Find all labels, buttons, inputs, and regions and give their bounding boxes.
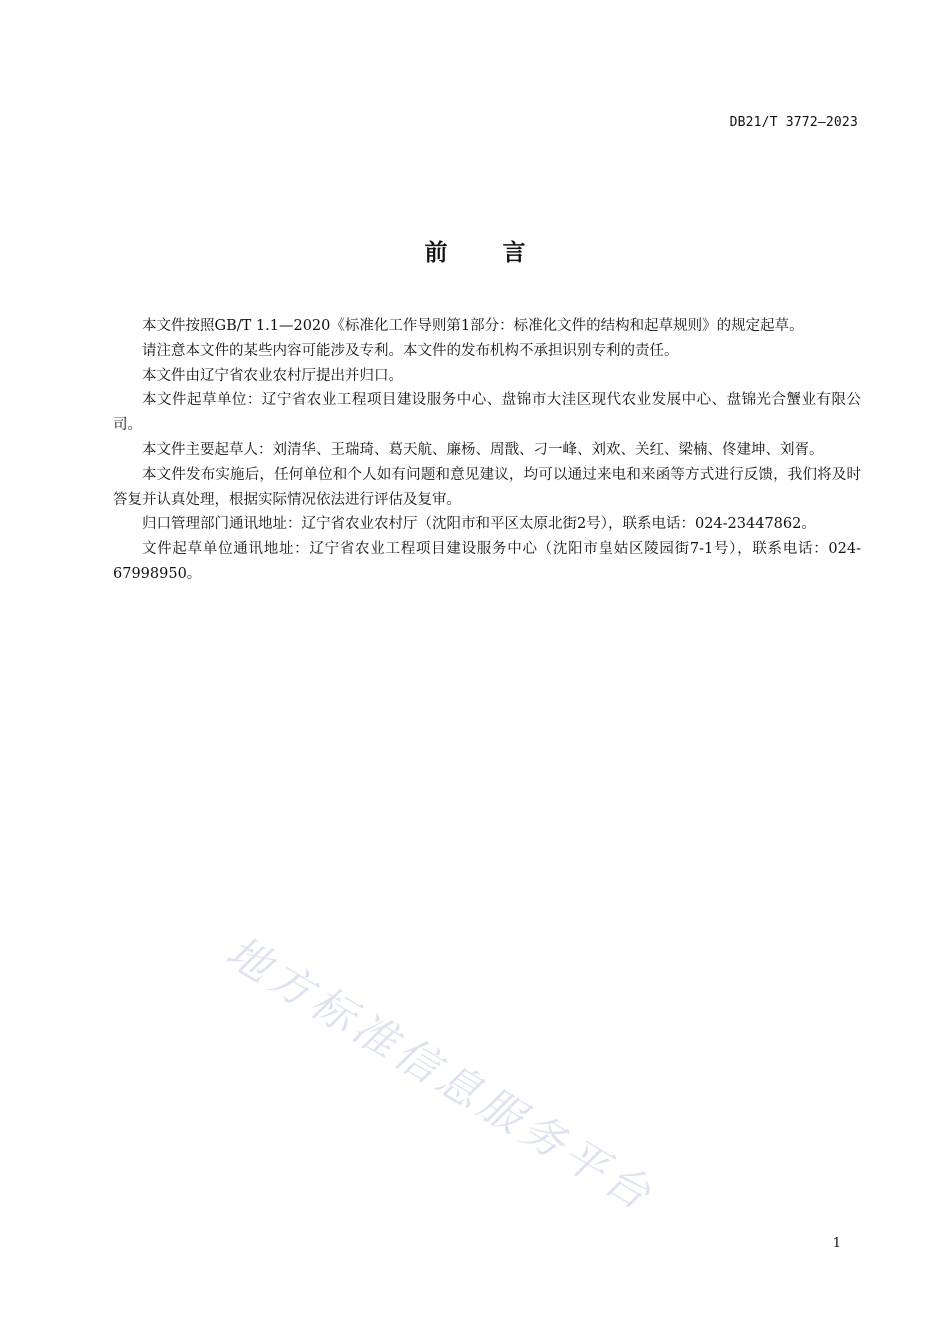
- paragraph-authority-address: 归口管理部门通讯地址：辽宁省农业农村厅（沈阳市和平区太原北街2号），联系电话：024-23447862。: [142, 516, 816, 533]
- paragraph-drafting-rules: 本文件按照GB/T 1.1—2020《标准化工作导则第1部分：标准化文件的结构和起草规则》的规定起草。: [142, 318, 804, 334]
- paragraph-drafter-address: 文件起草单位通讯地址：辽宁省农业工程项目建设服务中心（沈阳市皇姑区陵园街7-1号），联系电话：024-67998950。: [113, 541, 861, 582]
- paragraph-drafting-units: 本文件起草单位：辽宁省农业工程项目建设服务中心、盘锦市大洼区现代农业发展中心、盘锦光合蟹业有限公司。: [113, 392, 861, 434]
- page-number: 1: [832, 1236, 841, 1251]
- paragraph-patent-notice: 请注意本文件的某些内容可能涉及专利。本文件的发布机构不承担识别专利的责任。: [142, 342, 679, 359]
- document-code: DB21/T 3772—2023: [729, 115, 858, 130]
- preface-body: [113, 314, 861, 587]
- paragraph-proposer: 本文件由辽宁省农业农村厅提出并归口。: [142, 367, 403, 384]
- page-title: 前言: [424, 240, 581, 266]
- paragraph-drafters: 本文件主要起草人：刘清华、王瑞琦、葛天航、廉杨、周戬、刁一峰、刘欢、关红、梁楠、佟建坤、刘胥。: [142, 441, 824, 458]
- paragraph-feedback: 本文件发布实施后，任何单位和个人如有问题和意见建议，均可以通过来电和来函等方式进行反馈，我们将及时答复并认真处理，根据实际情况依法进行评估及复审。: [113, 466, 861, 508]
- watermark: 地方标准信息服务平台: [217, 927, 664, 1223]
